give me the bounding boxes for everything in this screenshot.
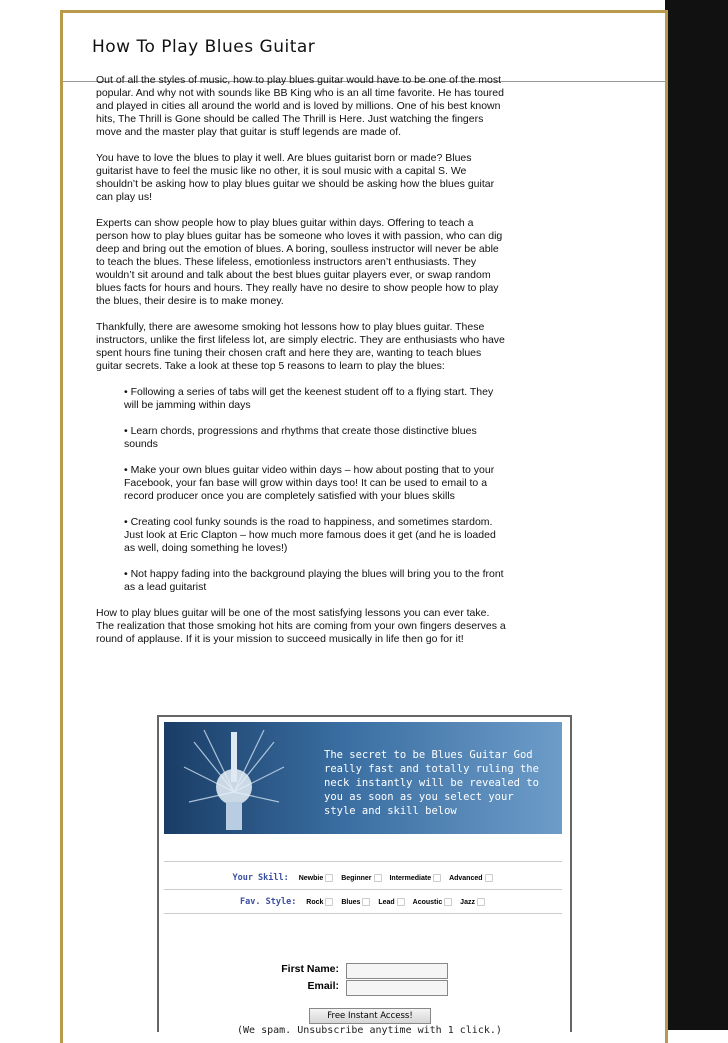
style-radio-jazz[interactable] [477,898,485,906]
first-name-label: First Name: [281,963,339,975]
right-dark-bar [665,0,728,1030]
banner-headline: The secret to be Blues Guitar God really fast and totally ruling the neck instantly will be revealed to you as soon as you select your style and skill below [324,749,539,817]
article-paragraph: Out of all the styles of music, how to play blues guitar would have to be one of the most popular. And why not with sounds like BB King who is an all time favorite. He has toured and played in cities all around the world and is loved by millions. One of his best known hits, The Thrill is Gone should be called The Thrill is Here. Just watching the fingers move and the master play that guitar is stuff legends are made of. [96,74,504,138]
email-label: Email: [307,980,339,992]
style-option-acoustic: Acoustic [412,899,443,906]
divider [164,861,562,862]
reasons-list [124,386,508,594]
article-paragraph: Experts can show people how to play blues guitar within days. Offering to teach a person how to play blues guitar has be someone who loves it with passion, who can dig deep and bring out the emotion of blues. A boring, soulless instructor will never be able to teach the blues. These lifeless, emotionless instructors aren’t enthusiasts. They wouldn’t sit around and talk about the best blues guitar players ever, or swap random blues facts for hours and hours. They really have no desire to show people how to play the blues, their desire is to make money. [96,217,503,307]
skill-option-newbie: Newbie [298,875,324,882]
style-label: Fav. Style: [240,897,297,907]
list-item: • Following a series of tabs will get the keenest student off to a flying start. They will be jamming within days [124,386,494,411]
skill-radio-beginner[interactable] [374,874,382,882]
page-header [63,13,665,82]
article-closing: How to play blues guitar will be one of the most satisfying lessons you can ever take. The realization that those smoking hot hits are coming from your own fingers deserves a round of applause. If it is your mission to succeed musically in life then go for it! [96,607,506,645]
divider [164,889,562,890]
article-paragraph: You have to love the blues to play it well. Are blues guitarist born or made? Blues guitarist have to feel the music like no other, it is soul music with a capital S. We shouldn’t be asking how to play blues guitar we should be asking how the blues guitar can play us! [96,152,495,203]
style-radio-rock[interactable] [325,898,333,906]
no-spam-note: (We spam. Unsubscribe anytime with 1 click.) [237,1025,502,1036]
guitar-wings-graphic [174,722,294,834]
optin-banner [164,722,562,834]
skill-radio-intermediate[interactable] [433,874,441,882]
list-item: • Creating cool funky sounds is the road to happiness, and sometimes stardom. Just look at Eric Clapton – how much more famous does it get (and he is loaded as well, doing something he loves!) [124,516,496,554]
skill-option-advanced: Advanced [449,875,483,882]
skill-option-beginner: Beginner [341,875,372,882]
style-radio-blues[interactable] [362,898,370,906]
skill-label: Your Skill: [232,873,289,883]
list-item: • Make your own blues guitar video within days – how about posting that to your Facebook, your fan base will grow within days too! It can be used to email to a record producer once you are completely satisfied with your blues skills [124,464,495,502]
style-selector [159,897,570,907]
free-access-button[interactable]: Free Instant Access! [309,1008,431,1024]
style-option-lead: Lead [378,899,395,906]
skill-option-intermediate: Intermediate [389,875,432,882]
skill-selector [159,873,570,883]
list-item: • Learn chords, progressions and rhythms that create those distinctive blues sounds [124,425,477,450]
optin-form [157,715,572,1036]
list-item: • Not happy fading into the background playing the blues will bring you to the front as a lead guitarist [124,568,504,593]
style-radio-acoustic[interactable] [444,898,452,906]
page-title: How To Play Blues Guitar [92,37,316,57]
skill-radio-advanced[interactable] [485,874,493,882]
divider [164,913,562,914]
skill-radio-newbie[interactable] [325,874,333,882]
article-body [96,74,508,659]
article-paragraph: Thankfully, there are awesome smoking hot lessons how to play blues guitar. These instructors, unlike the first lifeless lot, are simply electric. They are enthusiasts who have spent hours fine tuning their chosen craft and here they are, wanting to teach blues guitar secrets. Take a look at these top 5 reasons to learn to play the blues: [96,321,505,372]
first-name-input[interactable] [346,963,448,979]
style-option-jazz: Jazz [460,899,475,906]
style-radio-lead[interactable] [397,898,405,906]
style-option-blues: Blues [341,899,361,906]
email-input[interactable] [346,980,448,996]
style-option-rock: Rock [306,899,324,906]
